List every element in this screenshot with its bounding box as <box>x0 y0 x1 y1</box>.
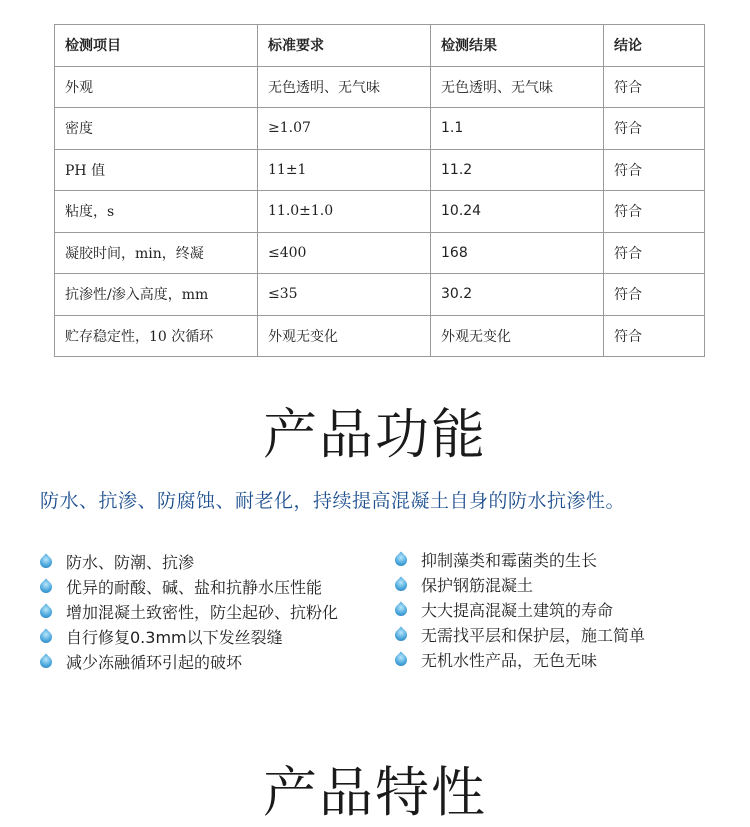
cell-result: 1.1 <box>431 108 604 150</box>
water-drop-icon <box>38 629 55 646</box>
header-test-item: 检测项目 <box>55 25 258 67</box>
cell-conclusion: 符合 <box>604 191 705 233</box>
cell-standard: 11.0±1.0 <box>258 191 431 233</box>
cell-result: 30.2 <box>431 274 604 316</box>
cell-item: 贮存稳定性，10 次循环 <box>55 315 258 357</box>
water-drop-icon <box>393 552 410 569</box>
cell-standard: 11±1 <box>258 149 431 191</box>
feature-text: 自行修复0.3mm以下发丝裂缝 <box>66 628 283 647</box>
cell-conclusion: 符合 <box>604 274 705 316</box>
cell-item: 凝胶时间，min，终凝 <box>55 232 258 274</box>
table-row <box>55 66 705 108</box>
feature-text: 防水、防潮、抗渗 <box>66 553 195 572</box>
table-header-row <box>55 25 705 67</box>
cell-conclusion: 符合 <box>604 232 705 274</box>
feature-item <box>393 623 645 648</box>
feature-text: 无机水性产品，无色无味 <box>421 651 598 670</box>
table-row <box>55 149 705 191</box>
table-row <box>55 232 705 274</box>
cell-conclusion: 符合 <box>604 66 705 108</box>
feature-text: 抑制藻类和霉菌类的生长 <box>421 551 598 570</box>
feature-list-left <box>38 550 338 675</box>
feature-item <box>393 573 645 598</box>
header-conclusion: 结论 <box>604 25 705 67</box>
header-result: 检测结果 <box>431 25 604 67</box>
cell-conclusion: 符合 <box>604 108 705 150</box>
feature-item <box>393 548 645 573</box>
section-title-functions: 产品功能 <box>263 403 487 466</box>
feature-text: 无需找平层和保护层，施工简单 <box>421 626 646 645</box>
table-row <box>55 315 705 357</box>
cell-conclusion: 符合 <box>604 149 705 191</box>
feature-item <box>38 575 338 600</box>
cell-result: 无色透明、无气味 <box>431 66 604 108</box>
cell-standard: ≥1.07 <box>258 108 431 150</box>
cell-item: 密度 <box>55 108 258 150</box>
tagline: 防水、抗渗、防腐蚀、耐老化，持续提高混凝土自身的防水抗渗性。 <box>40 490 626 512</box>
water-drop-icon <box>393 652 410 669</box>
table-row <box>55 191 705 233</box>
feature-text: 保护钢筋混凝土 <box>421 576 534 595</box>
section-title-features: 产品特性 <box>263 761 487 824</box>
table-row <box>55 108 705 150</box>
cell-result: 168 <box>431 232 604 274</box>
header-standard: 标准要求 <box>258 25 431 67</box>
table-row <box>55 274 705 316</box>
spec-table <box>54 24 705 357</box>
cell-conclusion: 符合 <box>604 315 705 357</box>
cell-standard: 无色透明、无气味 <box>258 66 431 108</box>
feature-item <box>38 625 338 650</box>
cell-standard: 外观无变化 <box>258 315 431 357</box>
feature-item <box>38 650 338 675</box>
water-drop-icon <box>38 554 55 571</box>
cell-result: 10.24 <box>431 191 604 233</box>
cell-standard: ≤400 <box>258 232 431 274</box>
feature-text: 增加混凝土致密性，防尘起砂、抗粉化 <box>66 603 339 622</box>
cell-result: 11.2 <box>431 149 604 191</box>
cell-item: 外观 <box>55 66 258 108</box>
water-drop-icon <box>393 602 410 619</box>
water-drop-icon <box>38 654 55 671</box>
feature-text: 减少冻融循环引起的破坏 <box>66 653 243 672</box>
water-drop-icon <box>38 579 55 596</box>
water-drop-icon <box>38 604 55 621</box>
feature-list-right <box>393 548 645 673</box>
feature-item <box>393 648 645 673</box>
cell-item: 粘度，s <box>55 191 258 233</box>
feature-text: 优异的耐酸、碱、盐和抗静水压性能 <box>66 578 323 597</box>
cell-result: 外观无变化 <box>431 315 604 357</box>
water-drop-icon <box>393 577 410 594</box>
cell-standard: ≤35 <box>258 274 431 316</box>
cell-item: PH 值 <box>55 149 258 191</box>
feature-item <box>38 600 338 625</box>
feature-item <box>38 550 338 575</box>
feature-item <box>393 598 645 623</box>
feature-text: 大大提高混凝土建筑的寿命 <box>421 601 614 620</box>
water-drop-icon <box>393 627 410 644</box>
cell-item: 抗渗性/渗入高度，mm <box>55 274 258 316</box>
